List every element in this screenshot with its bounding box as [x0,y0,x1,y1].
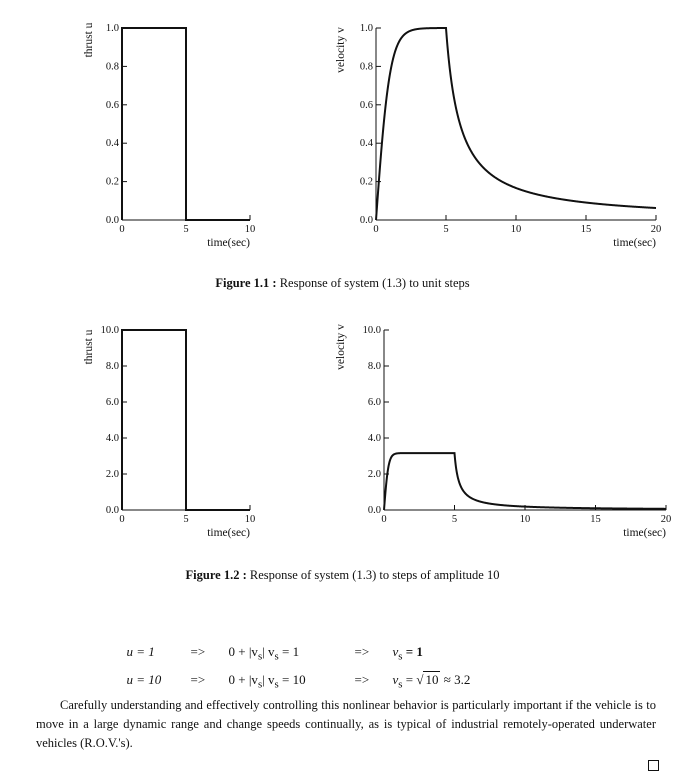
eq2-sqrt-sign: √ [416,672,424,687]
y-tick-label: 1.0 [105,23,119,34]
figure-1-2-caption-label: Figure 1.2 : [185,568,247,582]
y-axis-label: velocity v [335,27,347,73]
x-tick-label: 5 [443,224,449,235]
x-tick-label: 10 [244,224,256,235]
x-tick-label: 0 [119,514,125,525]
y-tick-label: 8.0 [105,361,119,372]
x-tick-label: 20 [660,514,672,525]
y-tick-label: 0.0 [359,215,373,226]
y-tick-label: 4.0 [367,433,381,444]
x-tick-label: 15 [590,514,601,525]
y-axis-label: velocity v [335,324,347,370]
qed-square-icon [648,760,659,771]
y-tick-label: 10.0 [100,325,119,336]
figure-1-1-caption-label: Figure 1.1 : [215,276,277,290]
y-tick-label: 0.8 [105,61,119,73]
series-line-thrust [122,28,250,220]
eq2-arrow-1: => [190,672,206,687]
eq2-approx: ≈ 3.2 [440,672,471,687]
x-tick-label: 0 [119,224,125,235]
y-axis-label: thrust u [83,22,95,58]
eq2-mid-sub: s [257,678,263,691]
y-tick-label: 0.8 [359,61,373,73]
series-line-velocity [376,28,656,220]
x-tick-label: 0 [381,514,387,525]
y-tick-label: 2.0 [105,469,119,480]
eq2-arrow-2: => [354,672,370,687]
figure-1-1-caption [0,276,685,291]
y-tick-label: 6.0 [105,397,119,408]
eq1-mid2-sub: s [274,650,279,663]
figure-1-1-velocity-chart [330,10,670,265]
x-axis-label: time(sec) [207,527,250,539]
y-axis-label: thrust u [83,329,95,365]
eq1-mid-sub: s [257,650,263,663]
eq1-mid2: | v [262,644,275,659]
figure-1-2-thrust-chart [80,312,280,562]
figure-1-1-thrust-chart [80,10,280,265]
y-tick-label: 0.4 [359,138,373,150]
eq1-rhs-sub: s [398,650,403,663]
eq2-rhs-sub: s [398,678,403,691]
eq1-rhs: v [392,644,399,659]
body-paragraph: Carefully understanding and effectively controlling this nonlinear behavior is particularly important if the vehicle is to move in a large dynamic range and change speeds continually, as is typical of industrial remotely-operated underwater vehicles (R.O.V.'s). [36,698,656,750]
eq1-arrow-1: => [190,644,206,659]
x-tick-label: 5 [451,514,458,525]
y-tick-label: 6.0 [367,397,381,408]
eq2-sqrt-arg: 10 [425,672,439,687]
x-tick-label: 10 [510,224,522,235]
eq1-mid: 0 + |v [228,644,258,659]
y-tick-label: 0.0 [105,505,119,516]
y-tick-label: 0.4 [105,138,119,150]
x-tick-label: 5 [183,514,189,525]
x-axis-label: time(sec) [207,237,250,249]
eq1-rhs-end: = 1 [402,644,423,659]
series-line-velocity [384,453,666,510]
y-tick-label: 0.2 [105,176,119,188]
figure-1-1-caption-text: Response of system (1.3) to unit steps [276,276,470,290]
x-tick-label: 5 [183,224,189,235]
eq2-mid: 0 + |v [228,672,258,687]
eq2-mid2-sub: s [274,678,279,691]
y-tick-label: 0.0 [105,215,119,226]
y-tick-label: 1.0 [359,23,373,34]
y-tick-label: 0.0 [367,505,381,516]
eq2-mid-end: = 10 [278,672,306,687]
eq2-rhs: v [392,672,399,687]
eq1-lhs: u = 1 [126,644,155,659]
eq1-mid-end: = 1 [278,644,300,659]
x-tick-label: 20 [650,224,662,235]
x-tick-label: 15 [580,224,592,235]
x-tick-label: 10 [244,514,256,525]
figure-1-2-velocity-chart [330,312,680,562]
x-tick-label: 10 [519,514,531,525]
eq1-arrow-2: => [354,644,370,659]
y-tick-label: 0.6 [359,99,373,111]
eq2-lhs: u = 10 [126,672,162,687]
y-tick-label: 10.0 [362,325,381,336]
y-tick-label: 4.0 [105,433,119,444]
x-axis-label: time(sec) [623,527,666,539]
figure-1-2-caption [0,568,685,583]
x-tick-label: 0 [373,224,379,235]
y-tick-label: 0.6 [105,99,119,111]
equation-line-2 [120,656,470,691]
y-tick-label: 2.0 [367,469,381,480]
x-axis-label: time(sec) [613,237,656,249]
series-line-thrust [122,330,250,510]
y-tick-label: 8.0 [367,361,381,372]
eq2-rhs-eq: = [402,672,417,687]
figure-1-2-caption-text: Response of system (1.3) to steps of amplitude 10 [246,568,500,582]
y-tick-label: 0.2 [359,176,373,188]
eq2-mid2: | v [262,672,275,687]
